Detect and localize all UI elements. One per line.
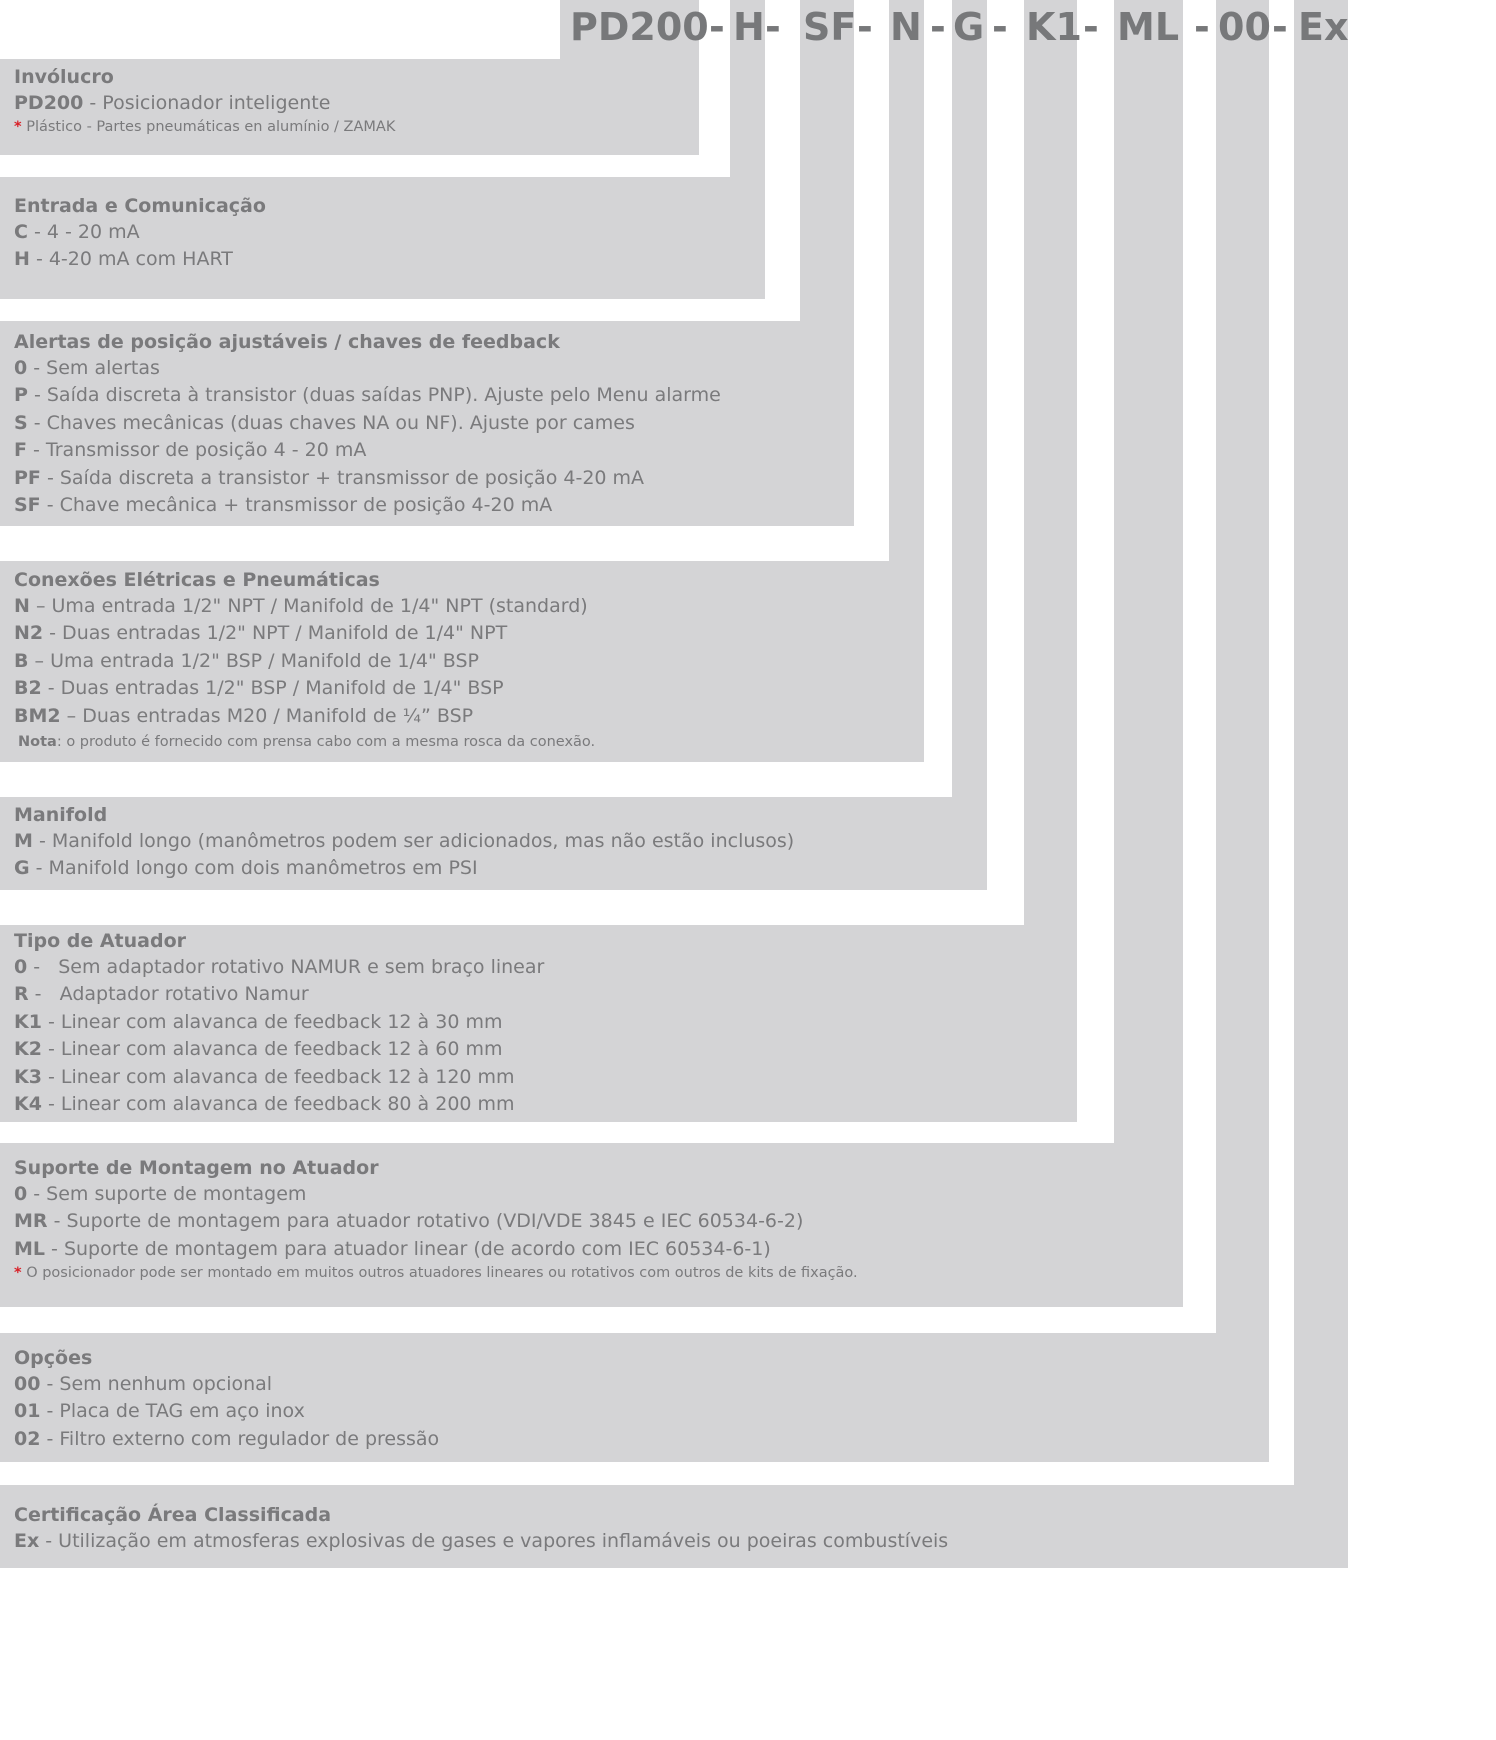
code-dash: - [1194,5,1210,49]
section-title: Entrada e Comunicação [14,195,266,217]
option-line [14,219,266,246]
option-code: 02 [14,1427,41,1450]
option-desc: - Utilização em atmosferas explosivas de gases e vapores inflamáveis ou poeiras combustíveis [39,1530,949,1552]
option-code: B [14,649,29,672]
option-line [14,703,595,730]
option-line [14,1181,858,1208]
option-line [14,410,721,437]
option-code: Ex [14,1530,40,1552]
option-line [14,1371,439,1398]
option-code: G [14,857,30,880]
connector-bar-g [952,0,987,890]
option-desc: – Duas entradas M20 / Manifold de ¼” BSP [60,704,474,727]
option-desc: - Linear com alavanca de feedback 12 à 60 mm [41,1038,503,1061]
section-manifold [14,802,794,883]
section-title: Conexões Elétricas e Pneumáticas [14,569,380,591]
option-code: H [14,248,30,271]
note-text: : o produto é fornecido com prensa cabo com a mesma rosca da conexão. [56,734,596,751]
section-opcoes [14,1345,439,1453]
section-title: Alertas de posição ajustáveis / chaves de feedback [14,331,560,353]
option-code: K2 [14,1038,42,1061]
section-title: Suporte de Montagem no Atuador [14,1157,379,1179]
option-desc: - Sem nenhum opcional [40,1373,273,1395]
option-desc: - Sem alertas [27,357,160,379]
option-line [14,855,794,882]
code-pd200: PD200 [570,5,709,49]
connector-bar-ex [1294,0,1348,1568]
option-desc: - Chave mecânica + transmissor de posição 4-20 mA [40,494,553,517]
section-title: Tipo de Atuador [14,930,187,952]
note-text: Plástico - Partes pneumáticas en alumínio / ZAMAK [21,119,396,136]
option-desc: - Posicionador inteligente [83,92,331,114]
option-line [14,675,595,702]
option-line [14,1091,544,1118]
option-code: 00 [14,1373,41,1395]
option-code: 0 [14,956,28,978]
option-line [14,355,721,382]
option-line [14,1236,858,1263]
code-dash: - [1083,5,1099,49]
option-desc: - Chaves mecânicas (duas chaves NA ou NF). Ajuste por cames [27,411,635,434]
code-dash: - [1272,5,1288,49]
code-n: N [890,5,922,49]
option-code: R [14,983,29,1006]
code-dash: - [992,5,1008,49]
option-line [14,981,544,1008]
option-desc: – Uma entrada 1/2" BSP / Manifold de 1/4" BSP [28,649,480,672]
option-line [14,828,794,855]
option-desc: - Manifold longo com dois manômetros em PSI [29,857,478,880]
option-desc: - Suporte de montagem para atuador linear (de acordo com IEC 60534-6-1) [45,1237,771,1260]
option-code: K3 [14,1065,42,1088]
option-desc: - Transmissor de posição 4 - 20 mA [26,439,367,462]
option-line [14,620,595,647]
option-code: BM2 [14,704,61,727]
code-k1: K1 [1026,5,1082,49]
option-desc: - Sem adaptador rotativo NAMUR e sem braço linear [27,956,545,978]
option-desc: - 4 - 20 mA [27,221,140,243]
option-desc: - Linear com alavanca de feedback 12 à 30 mm [41,1010,503,1033]
option-code: B2 [14,677,42,700]
option-line [14,954,544,981]
option-code: K4 [14,1093,42,1116]
option-line [14,648,595,675]
code-dash: - [857,5,873,49]
option-line [14,593,595,620]
option-desc: - Linear com alavanca de feedback 12 à 120 mm [41,1065,515,1088]
section-note [14,730,595,754]
option-desc: - Saída discreta à transistor (duas saídas PNP). Ajuste pelo Menu alarme [27,384,721,407]
option-line [14,90,395,117]
note-text: O posicionador pode ser montado em muitos outros atuadores lineares ou rotativos com outros de kits de fixação. [21,1265,858,1282]
option-desc: - Filtro externo com regulador de pressão [40,1427,440,1450]
option-line [14,1036,544,1063]
option-code: 0 [14,1183,28,1205]
option-desc: – Uma entrada 1/2" NPT / Manifold de 1/4" NPT (standard) [29,595,588,617]
connector-bar-ml [1114,0,1183,1307]
code-sf: SF [803,5,857,49]
option-line [14,1398,439,1425]
option-desc: - Placa de TAG em aço inox [40,1400,305,1423]
option-line [14,465,721,492]
option-desc: - Suporte de montagem para atuador rotativo (VDI/VDE 3845 e IEC 60534-6-2) [47,1210,804,1233]
option-desc: - Duas entradas 1/2" BSP / Manifold de 1/4" BSP [41,677,504,700]
code-ex: Ex [1298,5,1349,49]
code-dash: - [930,5,946,49]
section-invol [14,64,395,137]
option-line [14,1528,948,1555]
code-00: 00 [1218,5,1271,49]
option-line [14,437,721,464]
section-alertas [14,329,721,519]
option-line [14,382,721,409]
section-suporte [14,1155,858,1283]
option-code: P [14,384,28,407]
option-code: C [14,221,28,243]
option-code: PD200 [14,92,84,114]
asterisk-mark: * [14,119,22,136]
option-desc: - Saída discreta a transistor + transmissor de posição 4-20 mA [40,466,645,489]
option-code: M [14,830,33,852]
option-line [14,1208,858,1235]
option-line [14,492,721,519]
section-note [14,1263,858,1283]
section-cert [14,1502,948,1555]
section-title: Opções [14,1347,93,1369]
section-title: Manifold [14,804,108,826]
option-code: N [14,595,30,617]
option-line [14,1426,439,1453]
option-desc: - Manifold longo (manômetros podem ser adicionados, mas não estão inclusos) [32,830,795,852]
note-label: Nota [18,734,57,751]
option-desc: - Linear com alavanca de feedback 80 à 200 mm [41,1093,515,1116]
option-code: SF [14,494,41,517]
option-code: S [14,411,28,434]
option-desc: - Adaptador rotativo Namur [28,983,309,1006]
option-code: 01 [14,1400,41,1423]
option-line [14,246,266,273]
option-desc: - 4-20 mA com HART [29,248,233,271]
code-dash: - [765,5,781,49]
option-code: PF [14,466,41,489]
option-code: K1 [14,1010,42,1033]
code-g: G [953,5,985,49]
section-entrada [14,193,266,274]
section-conexoes [14,567,595,754]
section-title: Invólucro [14,66,114,88]
section-title: Certificação Área Classificada [14,1504,332,1526]
asterisk-mark: * [14,1265,22,1282]
option-line [14,1064,544,1091]
option-desc: - Sem suporte de montagem [27,1183,307,1205]
section-atuador [14,928,544,1118]
option-code: ML [14,1237,46,1260]
option-code: 0 [14,357,28,379]
option-line [14,1009,544,1036]
option-desc: - Duas entradas 1/2" NPT / Manifold de 1/4" NPT [43,622,508,645]
option-code: MR [14,1210,48,1233]
option-code: F [14,439,27,462]
connector-bar-00 [1216,0,1269,1462]
option-code: N2 [14,622,44,645]
code-ml: ML [1117,5,1180,49]
section-note [14,117,395,137]
code-h: H [733,5,765,49]
code-dash: - [709,5,725,49]
